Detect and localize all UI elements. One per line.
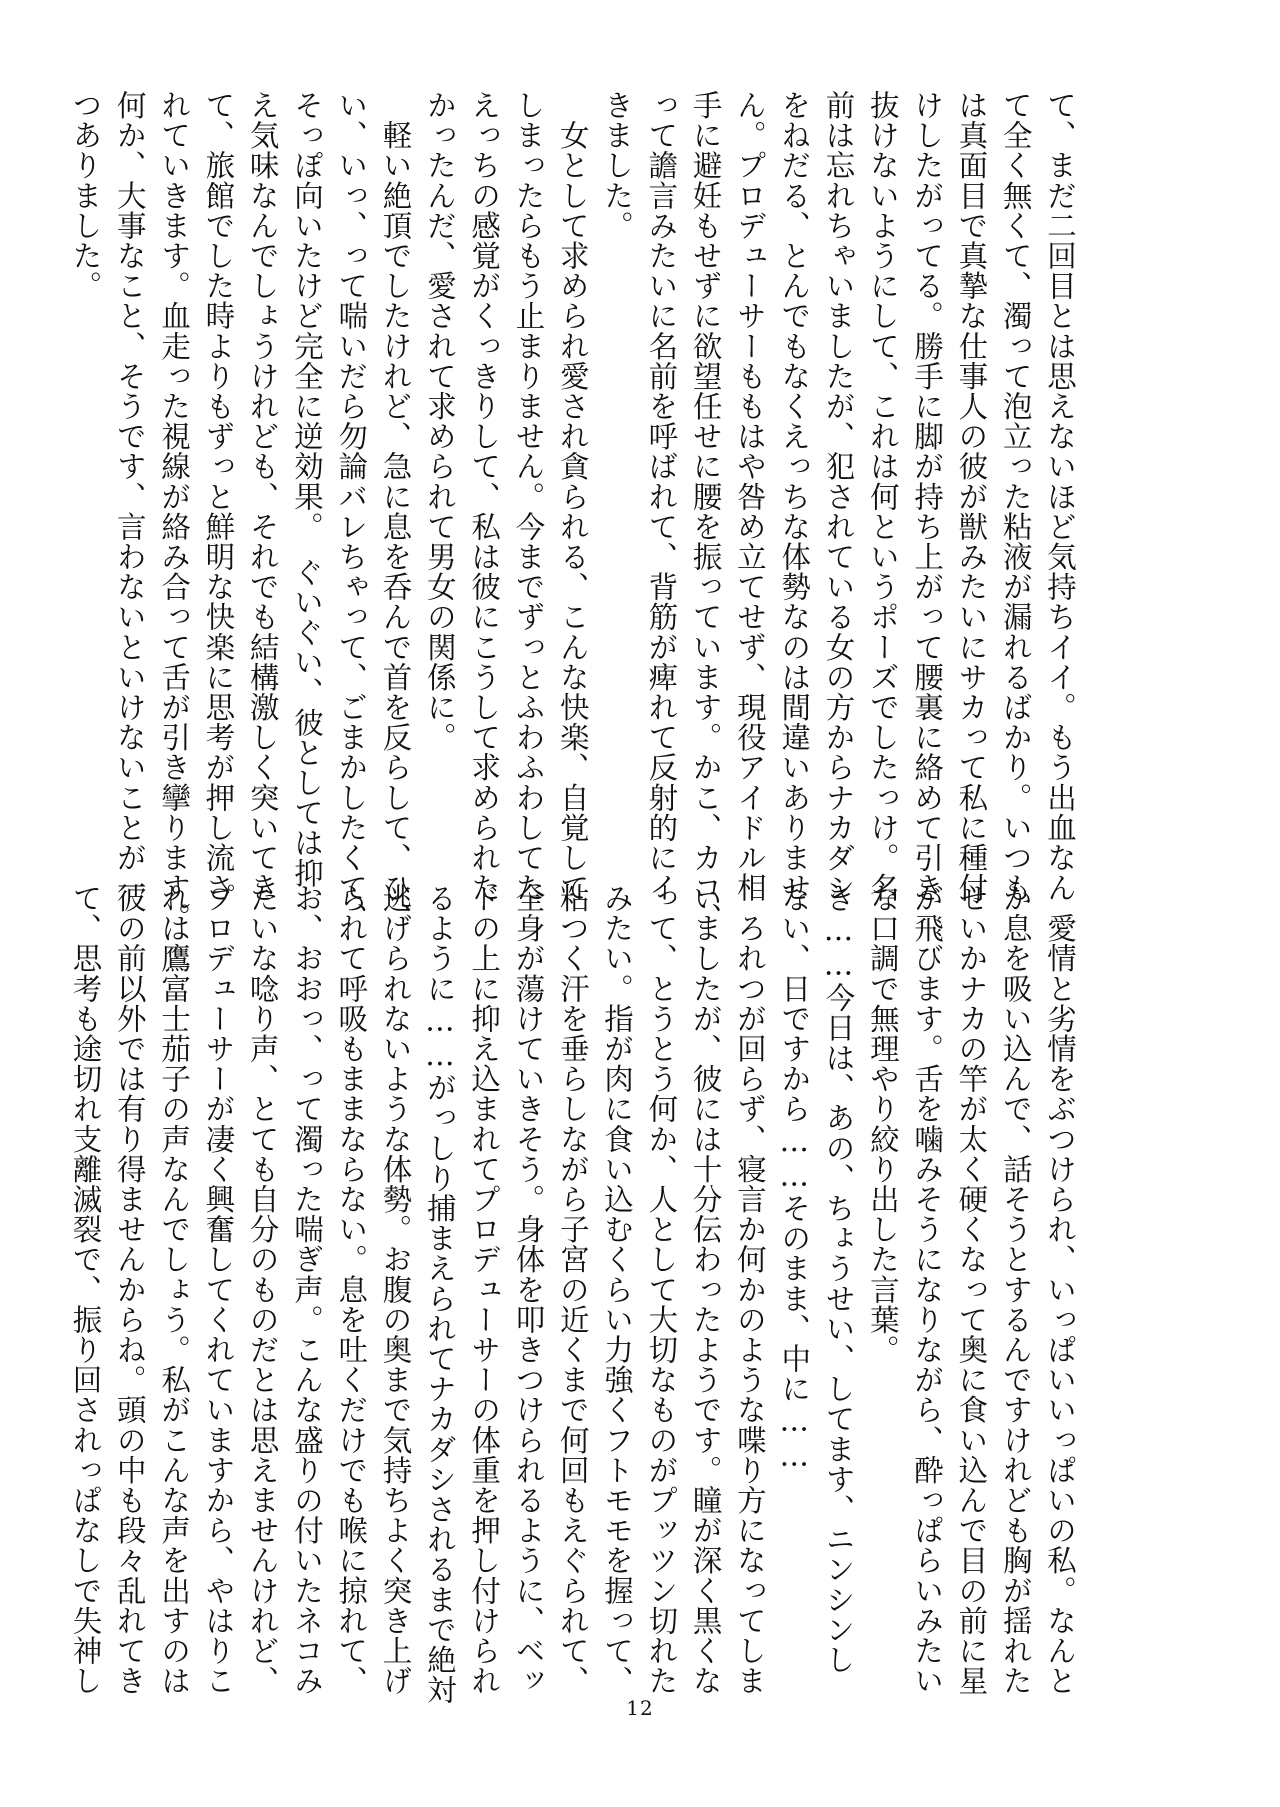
text-line: 女として求められ愛され貪られる、こんな快楽、自覚して xyxy=(555,90,590,903)
text-line: プロデューサーが凄く興奮してくれていますから、やはりこ xyxy=(201,883,236,1696)
text-line: 何か、大事なこと、そうです、言わないといけないことが一 xyxy=(112,90,147,903)
text-line: れは鷹富士茄子の声なんでしょう。私がこんな声を出すのは xyxy=(157,883,192,1696)
text-line: ん。プロデューサーももはや咎め立てせず、現役アイドル相 xyxy=(732,90,767,903)
top-text-block xyxy=(68,90,1082,933)
text-line: 手に避妊もせずに欲望任せに腰を振っています。かこ、カコ、 xyxy=(688,90,723,933)
text-line: 全身が蕩けていきそう。身体を叩きつけられるように、ベッ xyxy=(511,883,546,1696)
text-line: き……今日は、あの、ちょうせい、してます、ニンシンし xyxy=(821,883,856,1675)
bottom-text-block xyxy=(68,883,1082,1705)
text-line: しまったらもう止まりません。今までずっとふわふわしてた xyxy=(511,90,546,903)
text-line: いましたが、彼には十分伝わったようです。瞳が深く黒くな xyxy=(688,883,723,1696)
text-line: 抜けないようにして、これは何というポーズでしたっけ。名 xyxy=(865,90,900,903)
text-line: お、おおっ、って濁った喘ぎ声。こんな盛りの付いたネコみ xyxy=(289,883,324,1696)
text-line: ドの上に抑え込まれてプロデューサーの体重を押し付けられ xyxy=(467,883,502,1696)
text-line: て、思考も途切れ支離滅裂で、振り回されっぱなしで失神し xyxy=(68,883,103,1696)
page-number: 12 xyxy=(626,1696,654,1720)
text-line: 彼の前以外では有り得ませんからね。頭の中も段々乱れてき xyxy=(112,883,147,1696)
text-line: 軽い絶頂でしたけれど、急に息を呑んで首を反らして、ひ、 xyxy=(378,90,413,933)
text-line: たいな唸り声、とても自分のものだとは思えませんけれど、 xyxy=(245,883,280,1696)
text-line: れていきます。血走った視線が絡み合って舌が引き攣ります。 xyxy=(157,90,192,933)
text-line: が飛びます。舌を噛みそうになりながら、酔っぱらいみたい xyxy=(910,883,945,1696)
text-line: な口調で無理やり絞り出した言葉。 xyxy=(865,883,900,1365)
text-line: て全く無くて、濁って泡立った粘液が漏れるばかり。いつも xyxy=(998,90,1033,903)
text-line: きました。 xyxy=(600,90,635,241)
text-line: せいかナカの竿が太く硬くなって奥に食い込んで目の前に星 xyxy=(954,883,989,1696)
text-line: て、まだ二回目とは思えないほど気持ちイイ。もう出血なん xyxy=(1043,90,1077,903)
text-line: そっぽ向いたけど完全に逆効果。 ぐいぐい、彼としては抑 xyxy=(289,90,324,888)
text-line: ろれつが回らず、寝言か何かのような喋り方になってしま xyxy=(732,883,767,1696)
text-line: みたい。指が肉に食い込むくらい力強くフトモモを握って、 xyxy=(600,883,635,1696)
text-line: い、いっ、って喘いだら勿論バレちゃって、ごまかしたくて、 xyxy=(334,90,369,933)
text-line: か息を吸い込んで、話そうとするんですけれども胸が揺れた xyxy=(998,883,1033,1696)
text-line: つありました。 xyxy=(68,90,103,301)
text-line: 逃げられないような体勢。お腹の奥まで気持ちよく突き上げ xyxy=(378,883,413,1696)
text-line: えっちの感覚がくっきりして、私は彼にこうして求められた xyxy=(467,90,502,903)
text-line: かったんだ、愛されて求められて男女の関係に。 xyxy=(422,90,457,753)
text-line: え気味なんでしょうけれども、それでも結構激しく突いてき xyxy=(245,90,280,903)
text-line: るように……がっしり捕まえられてナカダシされるまで絶対 xyxy=(422,883,457,1705)
text-line: は真面目で真摯な仕事人の彼が獣みたいにサカって私に種付 xyxy=(954,90,989,903)
text-line: けしたがってる。勝手に脚が持ち上がって腰裏に絡めて引き xyxy=(910,90,945,903)
text-line: られて呼吸もままならない。息を吐くだけでも喉に掠れて、 xyxy=(334,883,369,1696)
text-line: 前は忘れちゃいましたが、犯されている女の方からナカダシ xyxy=(821,90,856,903)
text-line: をねだる、とんでもなくえっちな体勢なのは間違いありませ xyxy=(777,90,812,903)
text-line: て、旅館でした時よりもずっと鮮明な快楽に思考が押し流さ xyxy=(201,90,236,903)
text-line: って、とうとう何か、人として大切なものがプッツン切れた xyxy=(644,883,679,1696)
text-line: 愛情と劣情をぶつけられ、いっぱいいっぱいの私。なんと xyxy=(1043,883,1077,1696)
text-line: 粘つく汗を垂らしながら子宮の近くまで何回もえぐられて、 xyxy=(555,883,590,1696)
text-line: ない、日ですから……そのまま、中に…… xyxy=(777,883,812,1473)
text-line: って譫言みたいに名前を呼ばれて、背筋が痺れて反射的にイ xyxy=(644,90,679,903)
